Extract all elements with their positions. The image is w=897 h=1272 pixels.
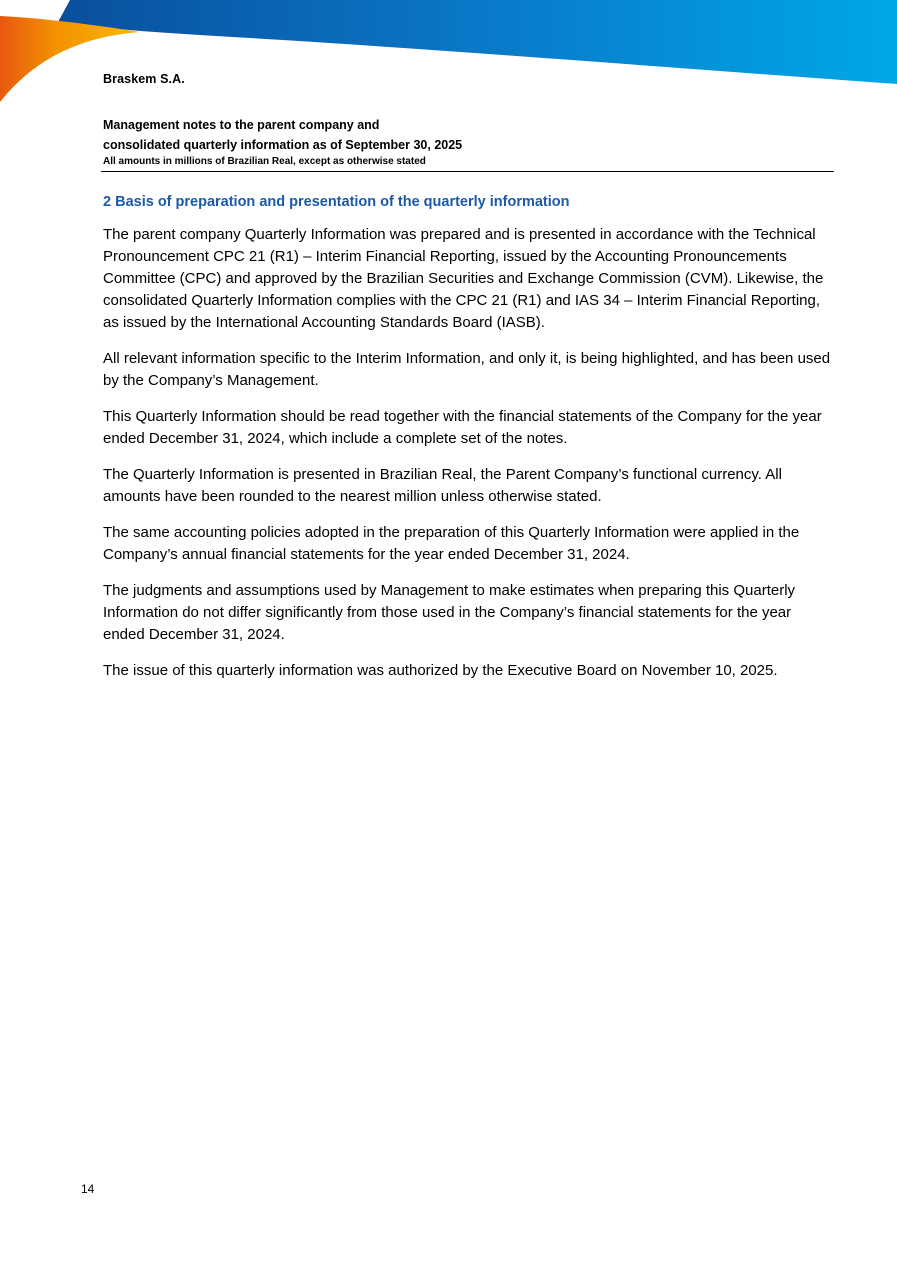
- paragraph: The judgments and assumptions used by Management to make estimates when preparing this Quarterly Information do not differ significantly from those used in the Company’s financial statements for the year ended December 31, 2024.: [103, 582, 796, 643]
- page-number: 14: [81, 1182, 95, 1196]
- document-title-line-2: consolidated quarterly information as of September 30, 2025: [103, 138, 463, 152]
- header-banner-graphic: [0, 0, 897, 110]
- paragraph: The Quarterly Information is presented in Brazilian Real, the Parent Company’s functional currency. All amounts have been rounded to the nearest million unless otherwise stated.: [103, 466, 782, 505]
- section-body: [103, 224, 833, 696]
- banner-orange-swoosh: [0, 16, 140, 102]
- company-name: Braskem S.A.: [103, 72, 185, 86]
- document-title-line-1: Management notes to the parent company and: [103, 118, 380, 132]
- document-subtitle: All amounts in millions of Brazilian Real, except as otherwise stated: [103, 156, 426, 167]
- paragraph: The same accounting policies adopted in the preparation of this Quarterly Information were applied in the Company’s annual financial statements for the year ended December 31, 2024.: [103, 524, 800, 563]
- paragraph: The parent company Quarterly Information was prepared and is presented in accordance with the Technical Pronouncement CPC 21 (R1) – Interim Financial Reporting, issued by the Accounting Pronouncements Committee (CPC) and approved by the Brazilian Securities and Exchange Commission (CVM). Likewise, the consolidated Quarterly Information complies with the CPC 21 (R1) and IAS 34 – Interim Financial Reporting, as issued by the International Accounting Standards Board (IASB).: [103, 226, 824, 331]
- paragraph: The issue of this quarterly information was authorized by the Executive Board on November 10, 2025.: [103, 662, 778, 679]
- document-header: [103, 115, 834, 169]
- header-divider: [101, 171, 834, 172]
- section-title: 2 Basis of preparation and presentation of the quarterly information: [103, 194, 570, 210]
- paragraph: This Quarterly Information should be read together with the financial statements of the Company for the year ended December 31, 2024, which include a complete set of the notes.: [103, 408, 822, 447]
- paragraph: All relevant information specific to the Interim Information, and only it, is being highlighted, and has been used by the Company’s Management.: [103, 350, 831, 389]
